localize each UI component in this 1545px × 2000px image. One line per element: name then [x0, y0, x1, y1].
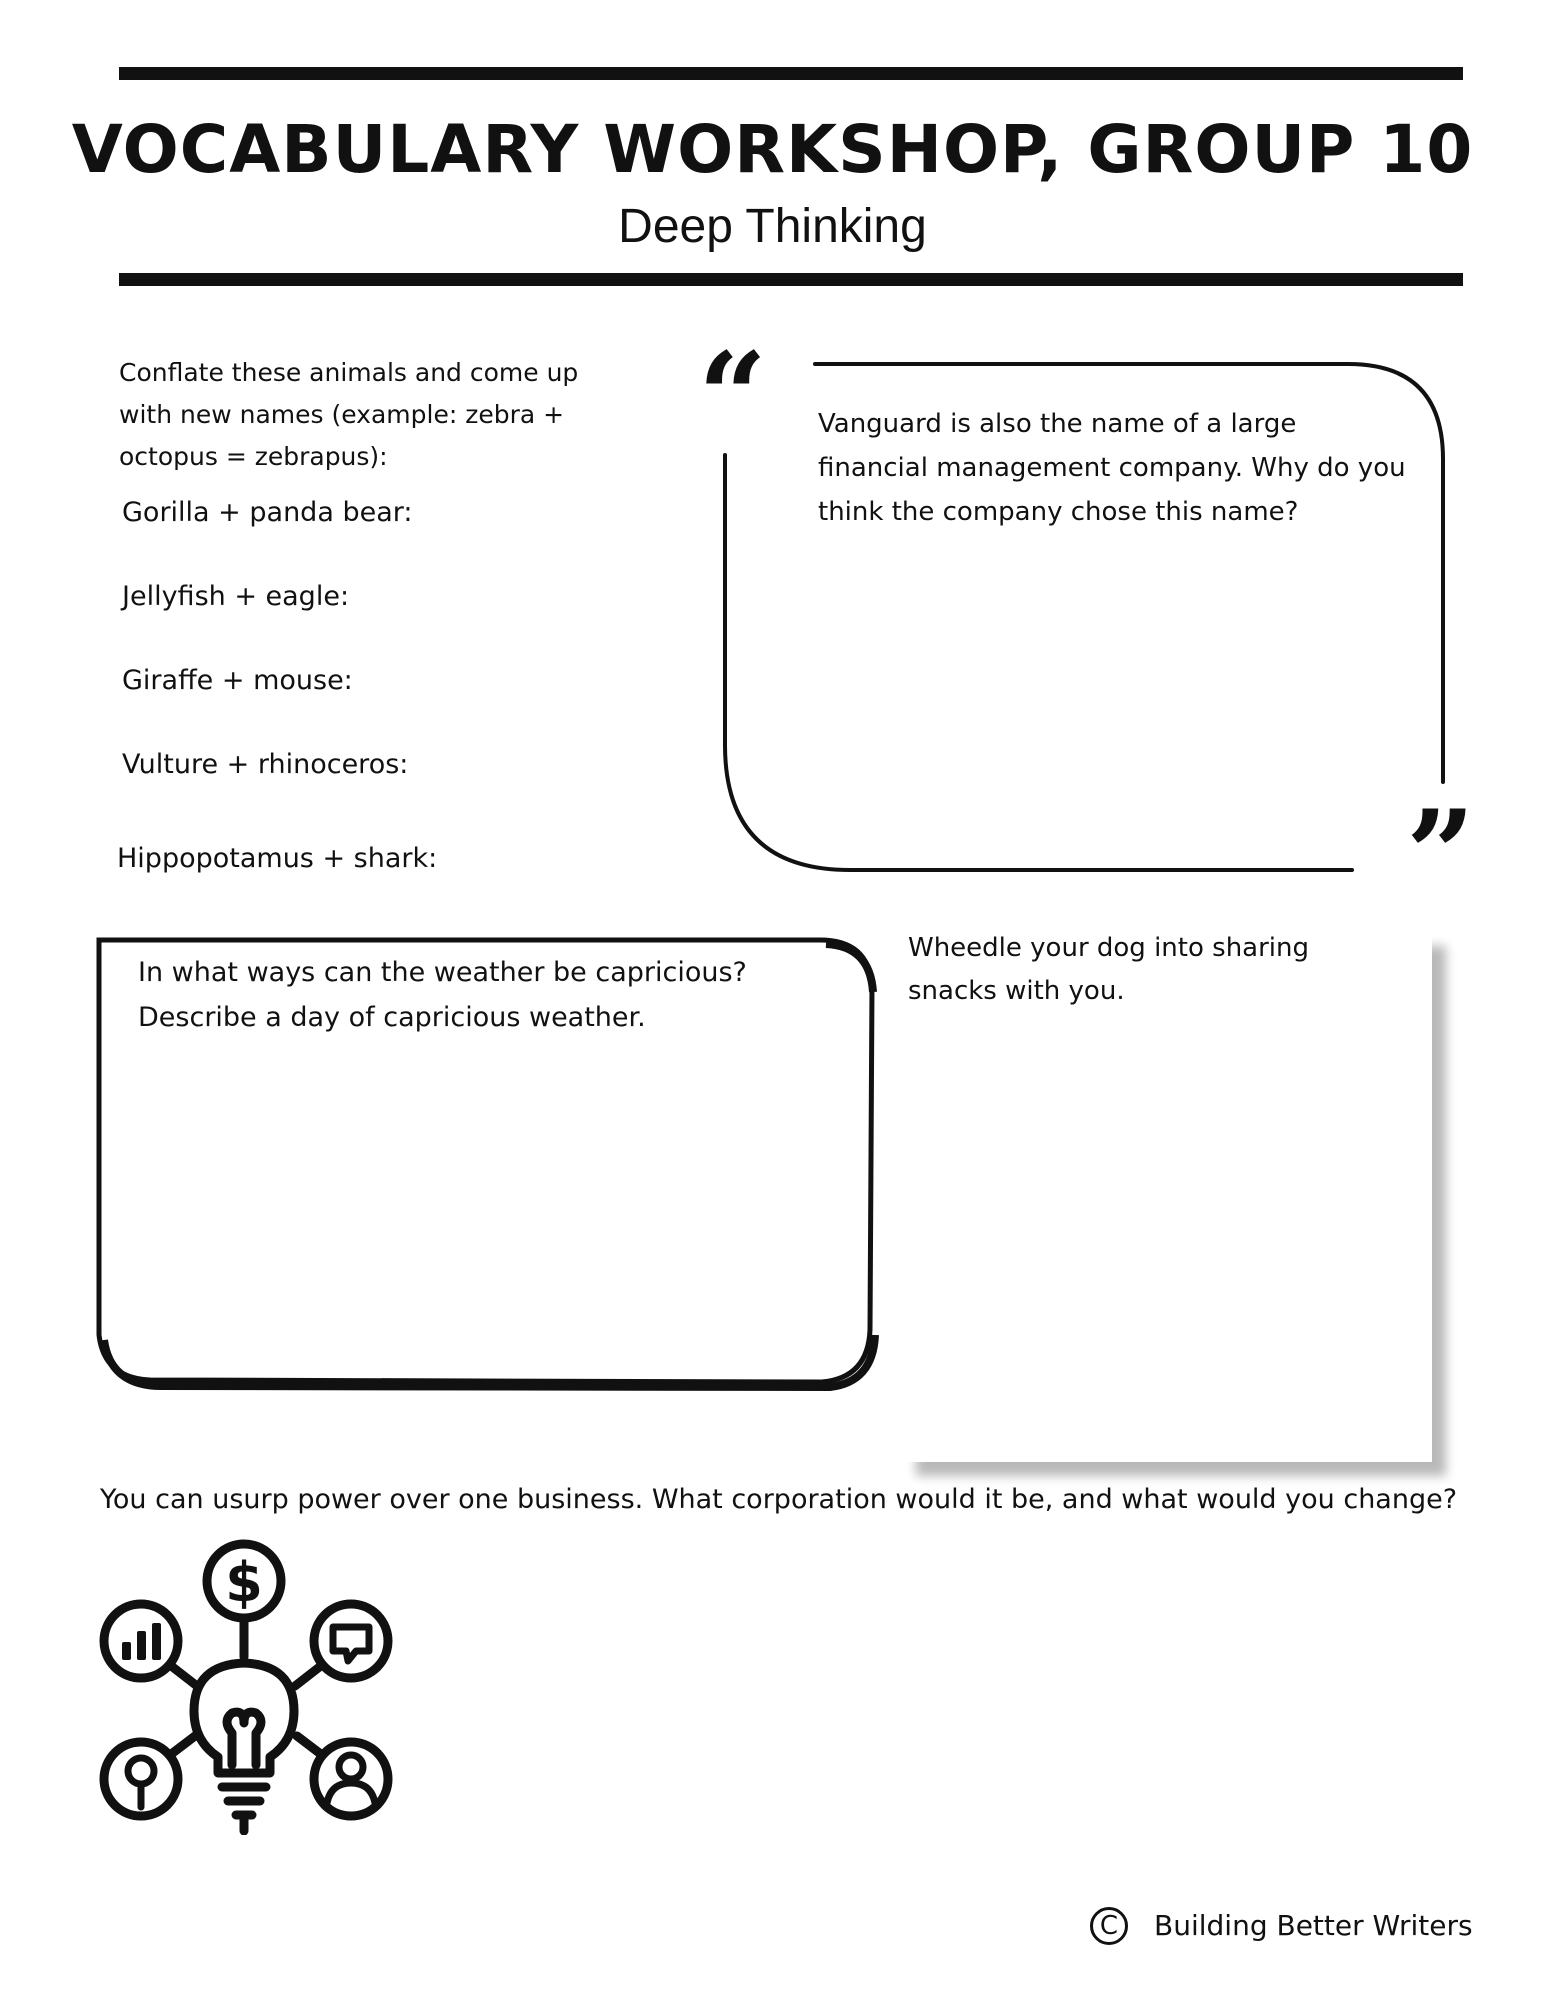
copyright-icon: C	[1090, 1907, 1128, 1945]
business-ideas-icon	[98, 1535, 394, 1835]
conflate-item-vulture: Vulture + rhinoceros:	[122, 749, 409, 780]
wheedle-box-text: Wheedle your dog into sharing snacks with you.	[908, 933, 1309, 1006]
close-quote-mark: ”	[1406, 784, 1476, 925]
footer-copyright	[1090, 1906, 1473, 1946]
open-quote-mark: “	[698, 326, 768, 467]
conflate-item-hippopotamus: Hippopotamus + shark:	[117, 843, 438, 874]
conflate-item-gorilla: Gorilla + panda bear:	[122, 497, 413, 528]
footer-brand: Building Better Writers	[1154, 1909, 1473, 1942]
page-subtitle: Deep Thinking	[618, 200, 927, 253]
dollar-icon: $	[225, 1551, 263, 1614]
quote-box-text: Vanguard is also the name of a large financial management company. Why do you think the company chose this name?	[818, 409, 1406, 527]
conflate-item-giraffe: Giraffe + mouse:	[122, 665, 353, 696]
conflate-item-jellyfish: Jellyfish + eagle:	[122, 581, 350, 612]
weather-box-text: In what ways can the weather be capricious? Describe a day of capricious weather.	[138, 957, 747, 1033]
usurp-question: You can usurp power over one business. What corporation would it be, and what would you change?	[100, 1484, 1458, 1515]
conflate-prompt: Conflate these animals and come up with new names (example: zebra + octopus = zebrapus):	[119, 358, 579, 471]
page-title: VOCABULARY WORKSHOP, GROUP 10	[71, 111, 1474, 188]
